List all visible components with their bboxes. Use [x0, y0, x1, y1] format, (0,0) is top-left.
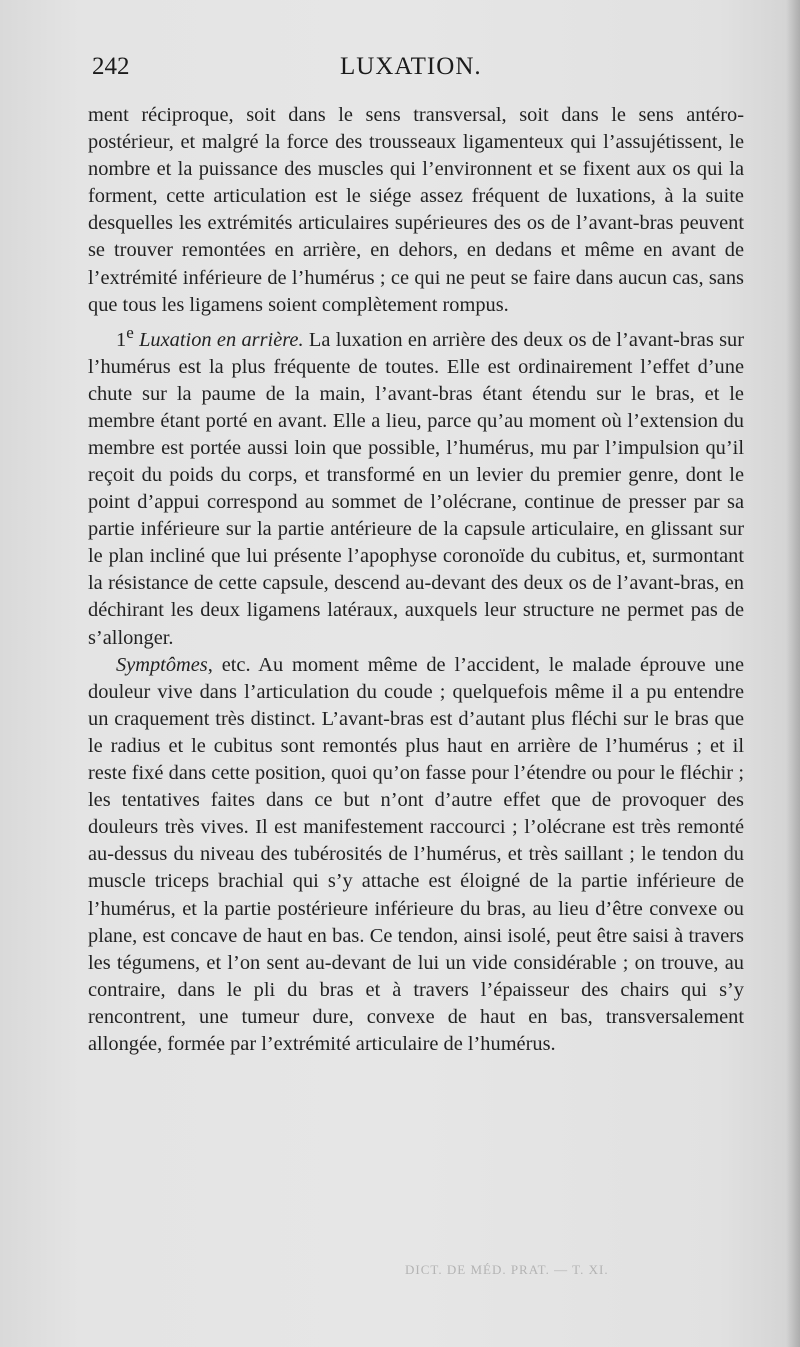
running-title: LUXATION. [340, 53, 482, 80]
paragraph [88, 102, 744, 319]
text-run: La luxation en arrière des deux os de l’avant-bras sur l’humérus est la plus fréquente de toutes. Elle est ordinairement l’effet d’une chute sur la paume de la main, l’avant-bras étant étendu sur le bras, et le membre étant porté en avant. Elle a lieu, parce qu’au moment où l’extension du membre est portée aussi loin que possible, l’humérus, mu par l’impulsion qu’il reçoit du poids du corps, et transformé en un levier du premier genre, dont le point d’appui correspond au sommet de l’olécrane, continue de presser par sa partie inférieure sur la partie antérieure de la capsule articulaire, en glissant sur le plan incliné que lui présente l’apophyse coronoïde du cubitus, et, surmontant la résistance de cette capsule, descend au-devant des deux os de l’avant-bras, en déchirant les deux ligamens latéraux, auxquels leur structure ne permet pas de s’allonger. [88, 328, 744, 649]
superscript: e [126, 322, 134, 342]
signature-mark: DICT. DE MÉD. PRAT. — T. XI. [405, 1262, 609, 1277]
text-run: ment réciproque, soit dans le sens transversal, soit dans le sens antéro-postérieur, et malgré la force des trousseaux ligamenteux qui l’assujétissent, le nombre et la puissance des muscles qui l’environnent et se fixent aux os qui la forment, cette articulation est le siége assez fréquent de luxations, à la suite desquelles les extrémités articulaires supérieures des os de l’avant-bras peuvent se trouver remontées en arrière, en dehors, en dedans et même en avant de l’extrémité inférieure de l’humérus ; ce qui ne peut se faire dans aucun cas, sans que tous les ligamens soient complètement rompus. [88, 104, 744, 316]
italic-heading: Symptômes [116, 653, 208, 676]
paragraph [88, 319, 744, 652]
italic-heading: Luxation en arrière. [139, 328, 304, 351]
text-run: 1 [116, 328, 127, 351]
page-header [92, 53, 742, 89]
paragraph [88, 652, 744, 1058]
text-run: , etc. Au moment même de l’accident, le malade éprouve une douleur vive dans l’articulation du coude ; quelquefois même il a pu entendre un craquement très distinct. L’avant-bras est d’autant plus fléchi sur le bras que le radius et le cubitus sont remontés plus haut en arrière de l’humérus ; et il reste fixé dans cette position, quoi qu’on fasse pour l’étendre ou pour le fléchir ; les tentatives faites dans ce but n’ont d’autre effet que de provoquer des douleurs très vives. Il est manifestement raccourci ; l’olécrane est très remonté au-dessus du niveau des tubérosités de l’humérus, et très saillant ; le tendon du muscle triceps brachial qui s’y attache est éloigné de la partie inférieure de l’humérus, et la partie postérieure inférieure du bras, au lieu d’être convexe ou plane, est concave de haut en bas. Ce tendon, ainsi isolé, peut être saisi à travers les tégumens, et l’on sent au-devant de lui un vide considérable ; on trouve, au contraire, dans le pli du bras et à travers l’épaisseur des chairs qui s’y rencontrent, une tumeur dure, convexe de haut en bas, transversalement allongée, formée par l’extrémité articulaire de l’humérus. [88, 653, 744, 1055]
page-number: 242 [92, 53, 130, 80]
body-text [88, 102, 744, 1058]
